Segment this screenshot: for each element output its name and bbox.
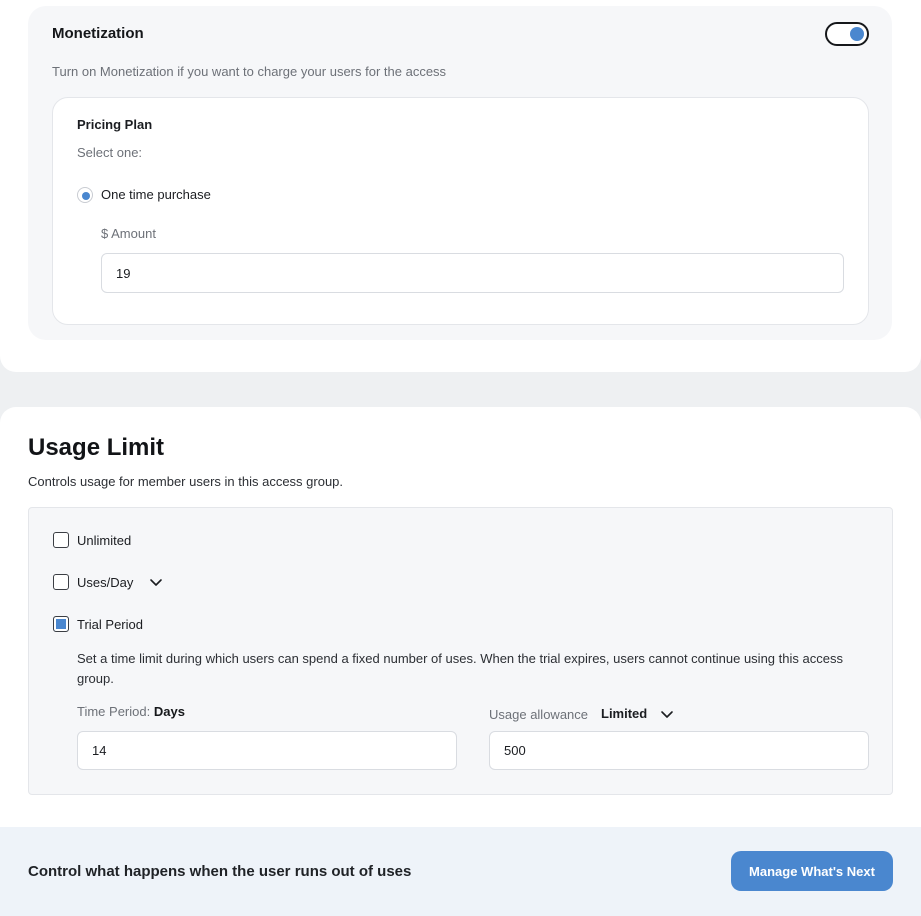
one-time-purchase-label[interactable]: One time purchase <box>101 187 211 202</box>
uses-per-day-chevron-down-icon[interactable] <box>149 578 163 588</box>
usage-limit-card <box>0 407 921 827</box>
monetization-description: Turn on Monetization if you want to charge your users for the access <box>52 64 447 79</box>
pricing-plan-title: Pricing Plan <box>77 117 153 132</box>
monetization-card <box>0 0 921 372</box>
pricing-plan-subtitle: Select one: <box>77 145 143 160</box>
uses-per-day-checkbox[interactable] <box>53 574 69 590</box>
monetization-title: Monetization <box>52 25 144 42</box>
usage-options-panel <box>28 507 893 795</box>
time-period-unit: Days <box>153 704 185 719</box>
unlimited-label[interactable]: Unlimited <box>77 533 132 548</box>
unlimited-checkbox[interactable] <box>53 532 69 548</box>
usage-allowance-mode-dropdown[interactable]: Limited <box>601 706 648 721</box>
time-period-label <box>77 704 185 719</box>
monetization-panel <box>28 6 892 340</box>
amount-label: $ Amount <box>101 226 156 241</box>
out-of-uses-footer <box>0 827 921 916</box>
time-period-input[interactable] <box>77 731 457 770</box>
usage-allowance-label <box>489 707 588 722</box>
one-time-purchase-radio[interactable] <box>77 187 93 203</box>
manage-whats-next-button[interactable]: Manage What's Next <box>731 851 893 891</box>
usage-allowance-chevron-down-icon[interactable] <box>660 710 674 720</box>
out-of-uses-text: Control what happens when the user runs out of uses <box>28 863 412 880</box>
pricing-plan-box <box>52 97 869 325</box>
uses-per-day-label[interactable]: Uses/Day <box>77 575 134 590</box>
toggle-knob <box>850 27 864 41</box>
usage-limit-title: Usage Limit <box>28 434 165 461</box>
usage-limit-description: Controls usage for member users in this access group. <box>28 474 344 489</box>
usage-allowance-input[interactable] <box>489 731 869 770</box>
time-period-label-text: Time Period: <box>77 704 151 719</box>
amount-input[interactable] <box>101 253 844 293</box>
trial-period-checkbox[interactable] <box>53 616 69 632</box>
trial-period-label[interactable]: Trial Period <box>77 617 143 632</box>
usage-allowance-label-text: Usage allowance <box>489 707 589 722</box>
monetization-toggle[interactable] <box>825 22 869 46</box>
trial-period-description: Set a time limit during which users can spend a fixed number of uses. When the trial expires, users cannot continue using this access group. <box>77 651 843 686</box>
